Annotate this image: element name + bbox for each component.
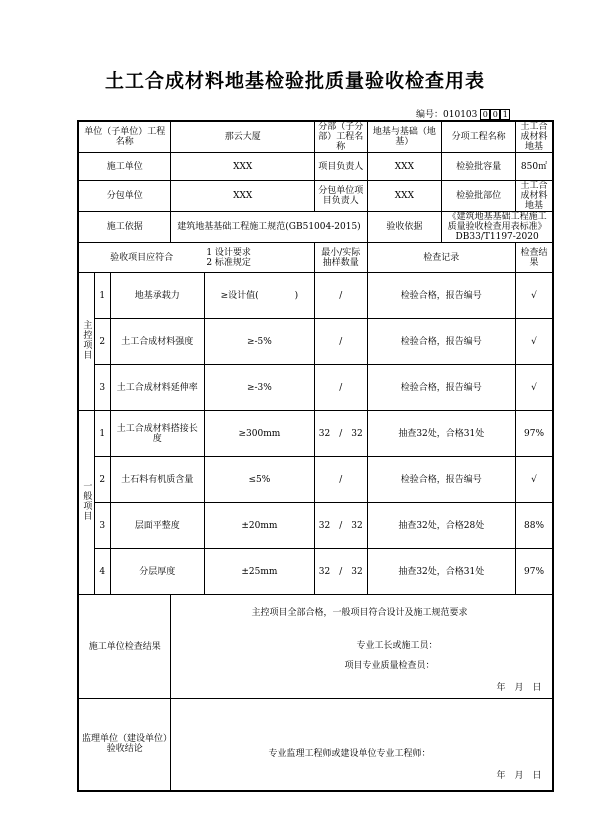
part-label: 检验批部位 [442, 181, 516, 212]
columns-row [78, 243, 553, 273]
subitem-value: 土工合成材料地基 [516, 121, 553, 153]
item-req: ±20mm [204, 503, 314, 549]
code-box: 0 [480, 109, 490, 120]
main-item-row [78, 273, 553, 319]
sub-value: XXX [171, 181, 314, 212]
item-sample: 32 / 32 [314, 503, 367, 549]
pm-label: 项目负责人 [314, 153, 367, 181]
constructor-value: XXX [171, 153, 314, 181]
check-result-row [78, 595, 553, 699]
item-req: ≥设计值( ) [204, 273, 314, 319]
general-item-label: 一般项目 [78, 411, 94, 595]
code-box: 1 [500, 109, 510, 120]
item-sample: 32 / 32 [314, 549, 367, 595]
main-item-row [78, 319, 553, 365]
item-no: 1 [94, 411, 110, 457]
division-label: 分部（子分部）工程名称 [314, 121, 367, 153]
header-row-basis [78, 212, 553, 243]
main-control-label: 主控项目 [78, 273, 94, 411]
check-label: 施工单位检查结果 [78, 595, 171, 699]
item-sample: 32 / 32 [314, 411, 367, 457]
item-req: ≤5% [204, 457, 314, 503]
inspection-table [77, 120, 554, 792]
item-result: √ [516, 457, 553, 503]
item-name: 土工合成材料搭接长度 [110, 411, 204, 457]
item-record: 检验合格，报告编号 [367, 273, 516, 319]
capacity-value: 850㎡ [516, 153, 553, 181]
code-box: 0 [490, 109, 500, 120]
item-name: 地基承载力 [110, 273, 204, 319]
part-value: 土工合成材料地基 [516, 181, 553, 212]
item-no: 2 [94, 457, 110, 503]
item-sample: / [314, 273, 367, 319]
engineer-signature: 专业监理工程师或建设单位专业工程师： [268, 749, 431, 759]
item-sample: / [314, 365, 367, 411]
division-value: 地基与基础（地基） [367, 121, 442, 153]
sub-pm-value: XXX [367, 181, 442, 212]
item-name: 土石料有机质含量 [110, 457, 204, 503]
acceptance-label: 验收依据 [367, 212, 442, 243]
pm-value: XXX [367, 153, 442, 181]
supervision-row [78, 699, 553, 791]
general-item-row [78, 503, 553, 549]
item-no: 1 [94, 273, 110, 319]
item-result: √ [516, 319, 553, 365]
constructor-label: 施工单位 [78, 153, 171, 181]
subitem-label: 分项工程名称 [442, 121, 516, 153]
item-name: 层面平整度 [110, 503, 204, 549]
page-title: 土工合成材料地基检验批质量验收检查用表 [104, 70, 485, 92]
form-code [416, 107, 510, 120]
sub-pm-label: 分包单位项目负责人 [314, 181, 367, 212]
code-label: 编号： [416, 110, 444, 120]
foreman-signature: 专业工长或施工员： [356, 641, 438, 651]
item-req: ±25mm [204, 549, 314, 595]
item-result: √ [516, 273, 553, 319]
item-record: 抽查32处，合格31处 [367, 549, 516, 595]
unit-value: 那云大厦 [171, 121, 314, 153]
check-content [171, 595, 553, 699]
general-item-row [78, 457, 553, 503]
item-result: 97% [516, 411, 553, 457]
item-record: 抽查32处，合格31处 [367, 411, 516, 457]
col-min: 最小/实际抽样数量 [314, 243, 367, 273]
item-result: 97% [516, 549, 553, 595]
supervision-content [171, 699, 553, 791]
check-conclusion: 主控项目全部合格，一般项目符合设计及施工规范要求 [251, 608, 468, 618]
inspector-signature: 项目专业质量检查员： [344, 661, 435, 671]
item-record: 抽查32处，合格28处 [367, 503, 516, 549]
capacity-label: 检验批容量 [442, 153, 516, 181]
col-result: 检查结果 [516, 243, 553, 273]
supervision-label: 监理单位（建设单位）验收结论 [78, 699, 171, 791]
basis-label: 施工依据 [78, 212, 171, 243]
acceptance-value: 《建筑地基基础工程施工质量验收检查用表标准》DB33/T1197-2020 [442, 212, 553, 243]
sub-label: 分包单位 [78, 181, 171, 212]
item-req: ≥-5% [204, 319, 314, 365]
item-req: ≥-3% [204, 365, 314, 411]
general-item-row [78, 411, 553, 457]
item-no: 3 [94, 503, 110, 549]
item-sample: / [314, 319, 367, 365]
col-req: 1 设计要求 2 标准规定 [204, 243, 314, 273]
header-row-constructor [78, 153, 553, 181]
general-item-row [78, 549, 553, 595]
item-name: 土工合成材料强度 [110, 319, 204, 365]
unit-label: 单位（子单位）工程名称 [78, 121, 171, 153]
main-item-row [78, 365, 553, 411]
supervision-date: 年 月 日 [496, 771, 542, 781]
header-row-unit [78, 121, 553, 153]
item-record: 检验合格，报告编号 [367, 365, 516, 411]
check-date: 年 月 日 [496, 683, 542, 693]
item-name: 土工合成材料延伸率 [110, 365, 204, 411]
item-result: 88% [516, 503, 553, 549]
col-record: 检查记录 [367, 243, 516, 273]
item-name: 分层厚度 [110, 549, 204, 595]
item-no: 2 [94, 319, 110, 365]
basis-value: 建筑地基基础工程施工规范(GB51004-2015) [171, 212, 367, 243]
item-no: 3 [94, 365, 110, 411]
item-no: 4 [94, 549, 110, 595]
col-item: 验收项目应符合 [78, 243, 204, 273]
code-number: 010103 [443, 110, 478, 120]
item-record: 检验合格，报告编号 [367, 319, 516, 365]
item-record: 检验合格，报告编号 [367, 457, 516, 503]
header-row-sub [78, 181, 553, 212]
item-result: √ [516, 365, 553, 411]
item-sample: / [314, 457, 367, 503]
item-req: ≥300mm [204, 411, 314, 457]
